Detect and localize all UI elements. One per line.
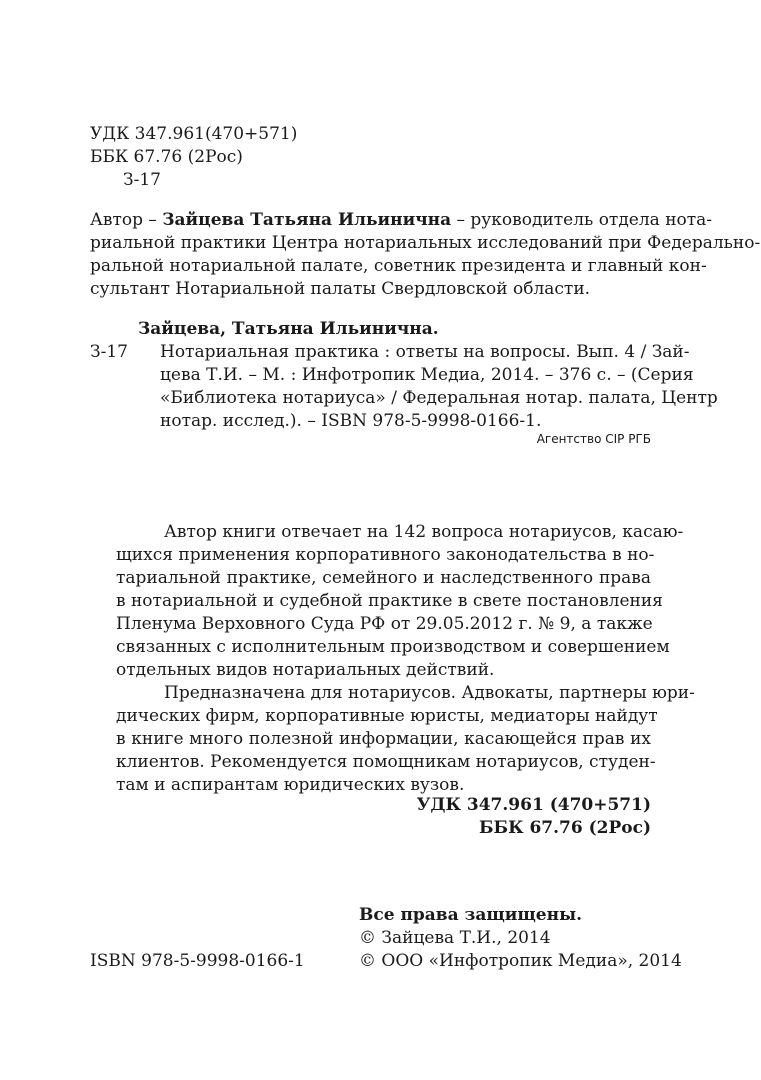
- annotation-p2-line-2: дических фирм, корпоративные юристы, медиаторы найдут: [116, 706, 658, 726]
- catalog-line-3: «Библиотека нотариуса» / Федеральная нотар. палата, Центр: [160, 388, 718, 408]
- annotation-p1-line-5: Пленума Верховного Суда РФ от 29.05.2012 г. № 9, а также: [116, 614, 653, 634]
- author-bio-line-3: ральной нотариальной палате, советник президента и главный кон-: [90, 256, 707, 276]
- author-bio-line-4: сультант Нотариальной палаты Свердловской области.: [90, 279, 591, 299]
- annotation-p2-line-1: Предназначена для нотариусов. Адвокаты, партнеры юри-: [164, 683, 695, 703]
- annotation-p1-line-6: связанных с исполнительным производством и совершением: [116, 637, 670, 657]
- annotation-p1-line-3: тариальной практике, семейного и наследственного права: [116, 568, 651, 588]
- annotation-p2-line-3: в книге много полезной информации, касающейся прав их: [116, 729, 651, 749]
- annotation-p1-line-1: Автор книги отвечает на 142 вопроса нотариусов, касаю-: [164, 522, 684, 542]
- annotation-bbk: ББК 67.76 (2Рос): [479, 818, 651, 838]
- author-name: Зайцева Татьяна Ильинична: [162, 210, 452, 230]
- author-bio: [90, 209, 761, 301]
- udk-code: УДК 347.961(470+571): [90, 124, 298, 144]
- annotation-p2-line-4: клиентов. Рекомендуется помощникам нотариусов, студен-: [116, 752, 656, 772]
- author-bio-line-2: риальной практики Центра нотариальных исследований при Федерально-: [90, 233, 761, 253]
- annotation-p2-line-5: там и аспирантам юридических вузов.: [116, 775, 465, 795]
- author-bio-rest: – руководитель отдела нота-: [451, 210, 713, 230]
- catalog-line-4: нотар. исслед.). – ISBN 978-5-9998-0166-1.: [160, 411, 542, 431]
- catalog-line-1: Нотариальная практика : ответы на вопросы. Вып. 4 / Зай-: [160, 342, 690, 362]
- catalog-body: [160, 341, 718, 433]
- catalog-heading: Зайцева, Татьяна Ильинична.: [138, 319, 439, 339]
- annotation-p1-line-7: отдельных видов нотариальных действий.: [116, 660, 495, 680]
- copyright-publisher: © ООО «Инфотропик Медиа», 2014: [359, 951, 682, 971]
- author-mark: З-17: [123, 170, 161, 190]
- bbk-code: ББК 67.76 (2Рос): [90, 147, 243, 167]
- annotation-p1-line-2: щихся применения корпоративного законодательства в но-: [116, 545, 655, 565]
- annotation-p1-line-4: в нотариальной и судебной практике в свете постановления: [116, 591, 663, 611]
- author-bio-prefix: Автор –: [90, 210, 163, 230]
- author-bio-line-1: [90, 209, 713, 232]
- annotation: [116, 521, 695, 797]
- annotation-udk: УДК 347.961 (470+571): [416, 795, 651, 815]
- catalog-line-2: цева Т.И. – М. : Инфотропик Медиа, 2014. – 376 с. – (Серия: [160, 365, 694, 385]
- catalog-mark: З-17: [90, 342, 128, 362]
- cip-agency: Агентство CIP РГБ: [536, 432, 651, 446]
- rights-reserved: Все права защищены.: [359, 905, 583, 925]
- isbn: ISBN 978-5-9998-0166-1: [90, 951, 305, 971]
- copyright-author: © Зайцева Т.И., 2014: [359, 928, 551, 948]
